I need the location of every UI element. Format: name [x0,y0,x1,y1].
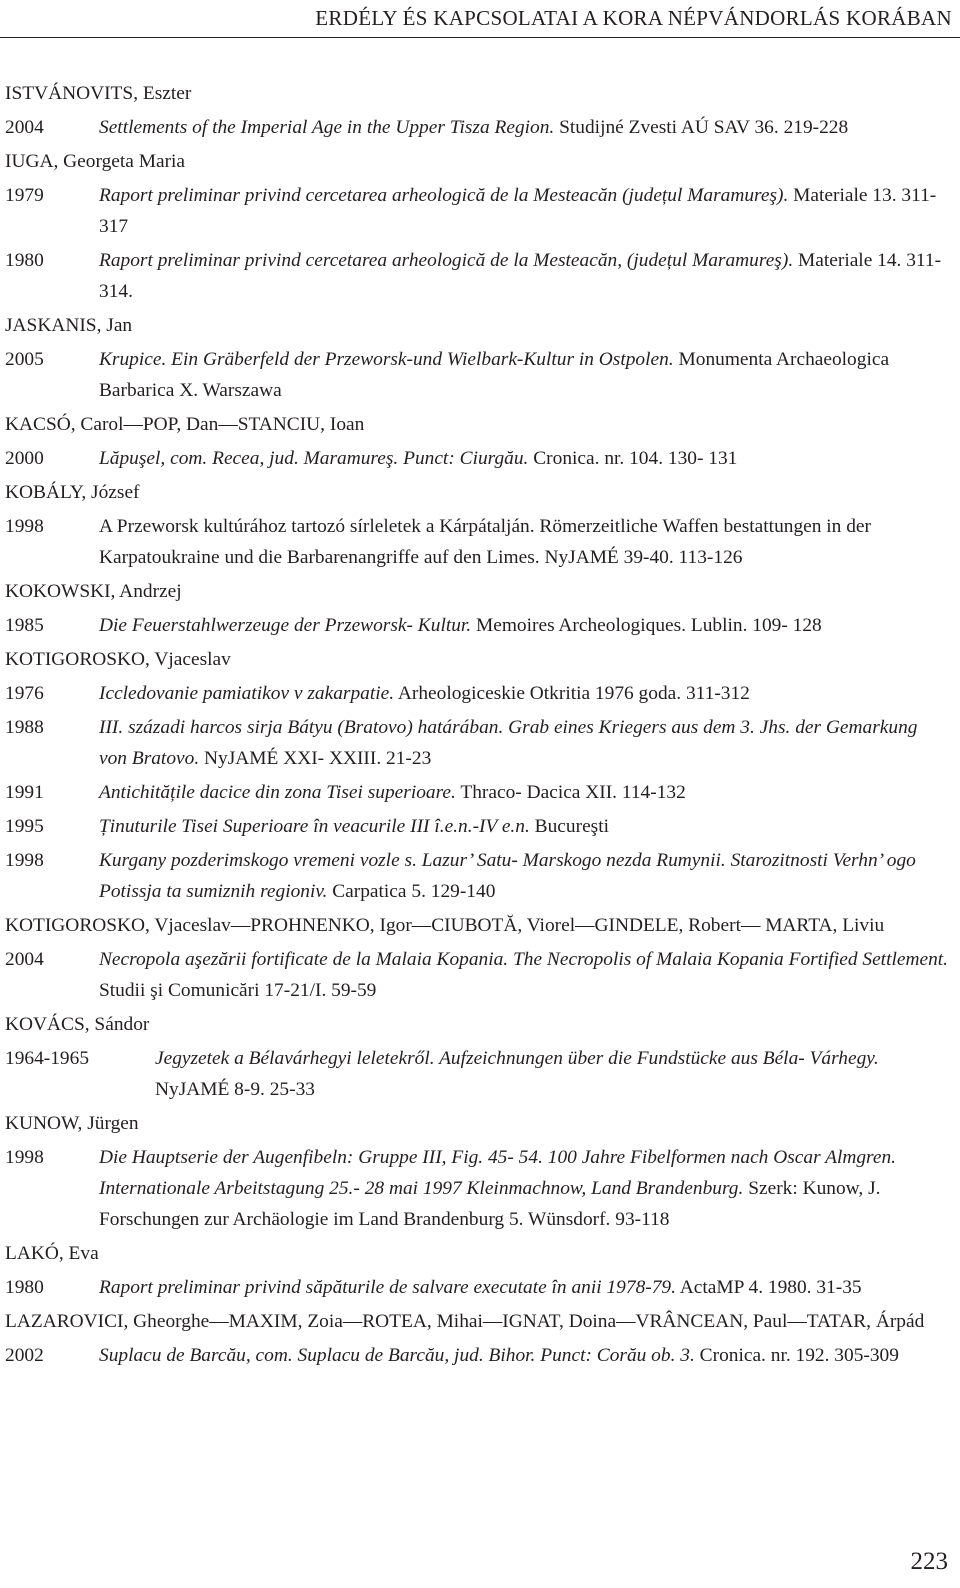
entry-text [99,845,950,907]
entry-text [99,1272,950,1303]
entry-text [99,344,950,406]
entry-title: Ținuturile Tisei Superioare în veacurile III î.e.n.-IV e.n. [99,816,530,837]
bibliography-entry [5,678,950,709]
entry-text [99,944,950,1006]
entry-details: Monumenta Archaeologica Barbarica X. Warszawa [99,349,890,401]
entry-details: Studijné Zvesti AÚ SAV 36. 219-228 [554,117,849,138]
entry-title: Kurgany pozderimskogo vremeni vozle s. Lazur’ Satu- Marskogo nezda Rumynii. Starozitnosti Verhn’ ogo Potissja ta sumiznih regioniv. [99,850,916,902]
entry-title: Iccledovanie pamiatikov v zakarpatie. [99,683,395,704]
entry-title: III. századi harcos sirja Bátyu (Bratovo) határában. Grab eines Kriegers aus dem 3. Jhs. der Gemarkung von Bratovo. [99,717,918,769]
entry-year: 1991 [5,782,44,803]
entry-title: Raport preliminar privind cercetarea arheologică de la Mesteacăn, (județul Maramureş). [99,250,794,271]
entry-title: Suplacu de Barcău, com. Suplacu de Barcău, jud. Bihor. Punct: Corău ob. 3. [99,1345,695,1366]
entry-year: 2005 [5,349,44,370]
entry-text [99,610,950,641]
entry-year: 1979 [5,185,44,206]
entry-title: Raport preliminar privind cercetarea arheologică de la Mesteacăn (județul Maramureş). [99,185,789,206]
bibliography-entry [5,511,950,573]
entry-details: Bucureşti [529,816,609,837]
entry-year: 1998 [5,1147,44,1168]
entry-text [99,1340,950,1371]
author-heading: KOTIGOROSKO, Vjaceslav—PROHNENKO, Igor—CIUBOTĂ, Viorel—GINDELE, Robert— MARTA, Liviu [5,915,885,936]
author-heading: JASKANIS, Jan [5,315,133,336]
entry-text [99,678,950,709]
author-heading: KOTIGOROSKO, Vjaceslav [5,649,231,670]
bibliography-entry [5,344,950,406]
bibliography-entry [5,712,950,774]
entry-year: 1976 [5,683,44,704]
entry-title: Antichitățile dacice din zona Tisei superioare. [99,782,456,803]
bibliography-entry [5,443,950,474]
bibliography-entry [5,112,950,143]
entry-text [99,712,950,774]
entry-title: Lăpuşel, com. Recea, jud. Maramureş. Punct: Ciurgău. [99,448,529,469]
entry-details: Materiale 13. 311-317 [99,185,937,237]
entry-title: Krupice. Ein Gräberfeld der Przeworsk-und Wielbark-Kultur in Ostpolen. [99,349,674,370]
author-heading: KUNOW, Jürgen [5,1113,139,1134]
page-number: 223 [910,1548,948,1575]
entry-text [99,777,950,808]
entry-title: Settlements of the Imperial Age in the Upper Tisza Region. [99,117,555,138]
entry-details: Cronica. nr. 104. 130- 131 [528,448,738,469]
entry-year: 1998 [5,516,44,537]
bibliography-entry [5,944,950,1006]
entry-year: 1980 [5,250,44,271]
entry-year: 1998 [5,850,44,871]
entry-year: 2000 [5,448,44,469]
entry-year: 1964-1965 [5,1048,90,1069]
bibliography-entry [5,845,950,907]
bibliography-entry [5,180,950,242]
bibliography-entry [5,1340,950,1371]
entry-details: NyJAMÉ 8-9. 25-33 [155,1079,315,1100]
entry-year: 2002 [5,1345,44,1366]
entry-text [99,1142,950,1235]
entry-title: Die Hauptserie der Augenfibeln: Gruppe III, Fig. 45- 54. 100 Jahre Fibelformen nach Oscar Almgren. Internationale Arbeitstagung 25.- 28 mai 1997 Kleinmachnow, Land Brandenburg. [99,1147,897,1199]
bibliography-list [5,78,950,1371]
entry-text [99,811,950,842]
bibliography-entry [5,1043,950,1105]
entry-details: ActaMP 4. 1980. 31-35 [675,1277,862,1298]
entry-text [99,112,950,143]
author-heading: KOBÁLY, József [5,482,140,503]
entry-details: Studii şi Comunicări 17-21/I. 59-59 [99,980,377,1001]
bibliography-entry [5,610,950,641]
entry-text [99,180,950,242]
entry-details: Szerk: Kunow, J. Forschungen zur Archäologie im Land Brandenburg 5. Wünsdorf. 93-118 [99,1178,881,1230]
bibliography-entry [5,811,950,842]
bibliography-entry [5,245,950,307]
entry-details: Arheologiceskie Otkritia 1976 goda. 311-312 [394,683,750,704]
author-heading: IUGA, Georgeta Maria [5,151,186,172]
entry-details: A Przeworsk kultúrához tartozó sírleletek a Kárpátalján. Römerzeitliche Waffen bestattungen in der Karpatoukraine und die Barbarenangriffe auf den Limes. NyJAMÉ 39-40. 113-126 [99,516,871,568]
entry-text [99,443,950,474]
entry-year: 1988 [5,717,44,738]
entry-title: Raport preliminar privind săpăturile de salvare executate în anii 1978-79. [99,1277,676,1298]
entry-year: 1995 [5,816,44,837]
entry-title: Necropola aşezării fortificate de la Malaia Kopania. The Necropolis of Malaia Kopania Fortified Settlement. [99,949,948,970]
entry-details: Memoires Archeologiques. Lublin. 109- 128 [471,615,822,636]
author-heading: ISTVÁNOVITS, Eszter [5,83,192,104]
author-heading: KACSÓ, Carol—POP, Dan—STANCIU, Ioan [5,414,365,435]
entry-text [99,511,950,573]
entry-details: Materiale 14. 311-314. [99,250,942,302]
entry-title: Die Feuerstahlwerzeuge der Przeworsk- Kultur. [99,615,472,636]
entry-details: NyJAMÉ XXI- XXIII. 21-23 [199,748,432,769]
author-heading: LAKÓ, Eva [5,1243,99,1264]
header-rule [0,37,960,38]
bibliography-entry [5,1142,950,1235]
bibliography-entry [5,777,950,808]
author-heading: LAZAROVICI, Gheorghe—MAXIM, Zoia—ROTEA, Mihai—IGNAT, Doina—VRÂNCEAN, Paul—TATAR, Árpád [5,1311,925,1332]
entry-text [99,245,950,307]
entry-text [155,1043,950,1105]
entry-details: Carpatica 5. 129-140 [327,881,496,902]
entry-title: Jegyzetek a Bélavárhegyi leletekről. Aufzeichnungen über die Fundstücke aus Béla- Várhegy. [155,1048,879,1069]
author-heading: KOVÁCS, Sándor [5,1014,150,1035]
running-head: ERDÉLY ÉS KAPCSOLATAI A KORA NÉPVÁNDORLÁS KORÁBAN [315,6,952,30]
entry-year: 1980 [5,1277,44,1298]
entry-details: Cronica. nr. 192. 305-309 [694,1345,899,1366]
bibliography-entry [5,1272,950,1303]
author-heading: KOKOWSKI, Andrzej [5,581,182,602]
entry-details: Thraco- Dacica XII. 114-132 [455,782,686,803]
entry-year: 2004 [5,117,44,138]
entry-year: 2004 [5,949,44,970]
entry-year: 1985 [5,615,44,636]
